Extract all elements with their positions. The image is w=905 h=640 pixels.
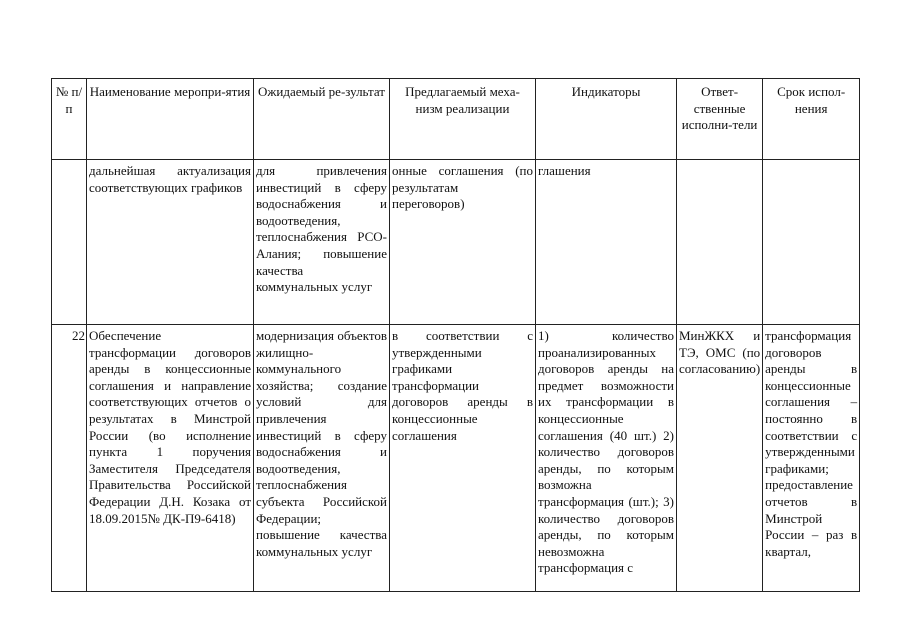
header-deadline: Срок испол-нения xyxy=(763,79,860,160)
cell-num xyxy=(52,160,87,325)
cell-num: 22 xyxy=(52,325,87,592)
header-indicators: Индикаторы xyxy=(536,79,677,160)
header-responsible: Ответ-ственные исполни-тели xyxy=(677,79,763,160)
table-row xyxy=(52,160,860,325)
cell-mechanism: в соответствии с утвержденными графиками трансформации договоров аренды в концессионные соглашения xyxy=(390,325,536,592)
header-mechanism: Предлагаемый меха-низм реализации xyxy=(390,79,536,160)
cell-indicators: глашения xyxy=(536,160,677,325)
header-row xyxy=(52,79,860,160)
cell-indicators: 1) количество проанализированных договоров аренды на предмет возможности их трансформации в концессионные соглашения (40 шт.) 2) количество договоров аренды, по которым возможна трансформация (шт.); 3) количество договоров аренды, по которым невозможна трансформация с xyxy=(536,325,677,592)
cell-mechanism: онные соглашения (по результатам переговоров) xyxy=(390,160,536,325)
header-result: Ожидаемый ре-зультат xyxy=(254,79,390,160)
cell-responsible: МинЖКХ и ТЭ, ОМС (по согласованию) xyxy=(677,325,763,592)
cell-name: дальнейшая актуализация соответствующих графиков xyxy=(87,160,254,325)
header-name: Наименование меропри-ятия xyxy=(87,79,254,160)
cell-deadline: трансформация договоров аренды в концессионные соглашения – постоянно в соответствии с утвержденными графиками; предоставление отчетов в Минстрой России – раз в квартал, xyxy=(763,325,860,592)
cell-responsible xyxy=(677,160,763,325)
cell-result: модернизация объектов жилищно-коммунального хозяйства; создание условий для привлечения инвестиций в сферу водоснабжения и водоотведения, теплоснабжения субъекта Российской Федерации; повышение качества коммунальных услуг xyxy=(254,325,390,592)
header-num: № п/п xyxy=(52,79,87,160)
plan-table xyxy=(51,78,860,592)
cell-result: для привлечения инвестиций в сферу водоснабжения и водоотведения, теплоснабжения РСО-Алания; повышение качества коммунальных услуг xyxy=(254,160,390,325)
cell-name: Обеспечение трансформации договоров аренды в концессионные соглашения и направление соответствующих отчетов о результатах в Минстрой России (во исполнение пункта 1 поручения Заместителя Председателя Правительства Российской Федерации Д.Н. Козака от 18.09.2015№ ДК-П9-6418) xyxy=(87,325,254,592)
cell-deadline xyxy=(763,160,860,325)
table-row xyxy=(52,325,860,592)
